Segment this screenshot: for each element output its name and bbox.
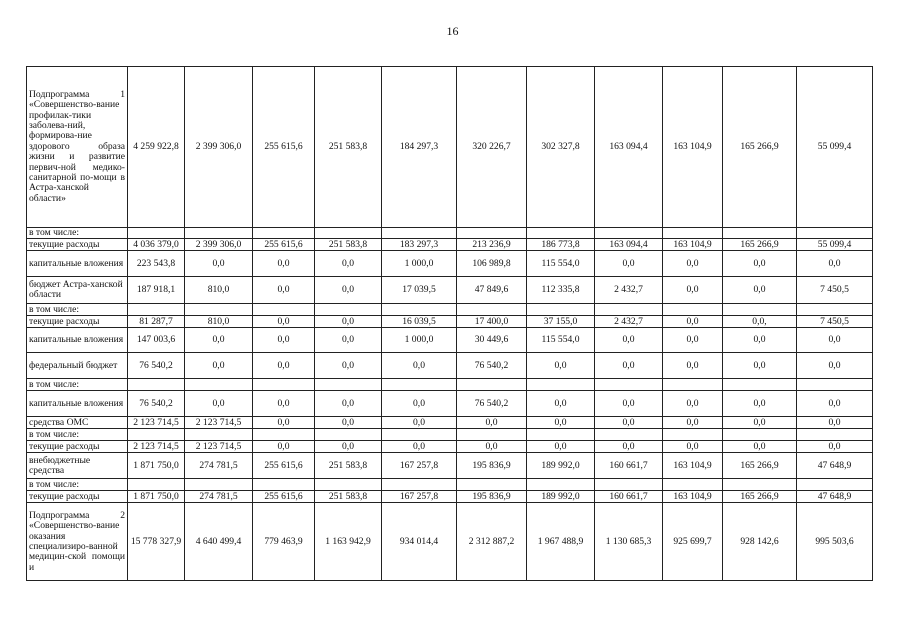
table-cell: 255 615,6 bbox=[253, 239, 315, 251]
table-cell: 1 000,0 bbox=[382, 328, 457, 353]
table-cell: 165 266,9 bbox=[723, 491, 797, 503]
table-cell: 115 554,0 bbox=[527, 251, 595, 277]
table-cell: 0,0 bbox=[527, 441, 595, 453]
table-cell bbox=[253, 379, 315, 391]
row-label: в том числе: bbox=[27, 228, 128, 239]
table-cell: 76 540,2 bbox=[457, 391, 527, 417]
table-cell: 163 094,4 bbox=[595, 67, 663, 228]
table-cell bbox=[797, 479, 873, 491]
row-label: капитальные вложения bbox=[27, 391, 128, 417]
row-label: Подпрограмма 2 «Совершенство-вание оказания специализиро-ванной медицин-ской помощи и bbox=[27, 503, 128, 581]
table-cell: 4 259 922,8 bbox=[128, 67, 185, 228]
table-cell: 7 450,5 bbox=[797, 277, 873, 304]
table-cell: 934 014,4 bbox=[382, 503, 457, 581]
table-cell: 17 400,0 bbox=[457, 316, 527, 328]
table-cell: 81 287,7 bbox=[128, 316, 185, 328]
table-cell: 1 871 750,0 bbox=[128, 453, 185, 479]
row-label: в том числе: bbox=[27, 379, 128, 391]
table-cell: 0,0 bbox=[185, 353, 253, 379]
table-cell: 147 003,6 bbox=[128, 328, 185, 353]
table-cell: 30 449,6 bbox=[457, 328, 527, 353]
table-row bbox=[27, 67, 873, 228]
table-cell: 0,0 bbox=[797, 328, 873, 353]
table-cell: 2 399 306,0 bbox=[185, 239, 253, 251]
table-cell: 0,0 bbox=[527, 391, 595, 417]
table-cell: 223 543,8 bbox=[128, 251, 185, 277]
table-cell: 0,0 bbox=[253, 417, 315, 429]
table-cell: 0,0 bbox=[663, 316, 723, 328]
table-cell: 925 699,7 bbox=[663, 503, 723, 581]
table-cell bbox=[128, 429, 185, 441]
table-cell bbox=[723, 479, 797, 491]
table-cell: 2 432,7 bbox=[595, 277, 663, 304]
table-row bbox=[27, 417, 873, 429]
table-cell: 160 661,7 bbox=[595, 491, 663, 503]
table-cell: 0,0 bbox=[663, 277, 723, 304]
table-cell: 55 099,4 bbox=[797, 239, 873, 251]
table-cell: 76 540,2 bbox=[128, 353, 185, 379]
table-cell: 810,0 bbox=[185, 277, 253, 304]
table-cell: 2 399 306,0 bbox=[185, 67, 253, 228]
table-cell bbox=[253, 228, 315, 239]
table-cell: 0,0 bbox=[595, 441, 663, 453]
table-cell bbox=[315, 228, 382, 239]
budget-table bbox=[26, 66, 873, 581]
table-cell: 0,0 bbox=[723, 391, 797, 417]
table-row bbox=[27, 453, 873, 479]
table-cell: 112 335,8 bbox=[527, 277, 595, 304]
table-cell: 189 992,0 bbox=[527, 491, 595, 503]
table-cell: 0,0 bbox=[797, 353, 873, 379]
table-cell: 163 094,4 bbox=[595, 239, 663, 251]
table-cell: 115 554,0 bbox=[527, 328, 595, 353]
table-cell bbox=[185, 304, 253, 316]
table-row bbox=[27, 353, 873, 379]
row-label: бюджет Астра-ханской области bbox=[27, 277, 128, 304]
table-cell bbox=[185, 479, 253, 491]
row-label: текущие расходы bbox=[27, 441, 128, 453]
table-cell: 0,0 bbox=[723, 251, 797, 277]
table-cell bbox=[723, 379, 797, 391]
row-label: капитальные вложения bbox=[27, 328, 128, 353]
table-cell: 186 773,8 bbox=[527, 239, 595, 251]
table-cell bbox=[315, 379, 382, 391]
table-cell: 1 000,0 bbox=[382, 251, 457, 277]
table-cell: 274 781,5 bbox=[185, 453, 253, 479]
table-cell: 251 583,8 bbox=[315, 67, 382, 228]
table-cell bbox=[185, 228, 253, 239]
table-cell bbox=[663, 429, 723, 441]
table-cell: 274 781,5 bbox=[185, 491, 253, 503]
table-cell: 0,0, bbox=[723, 316, 797, 328]
table-cell: 165 266,9 bbox=[723, 239, 797, 251]
row-label: капитальные вложения bbox=[27, 251, 128, 277]
table-cell: 302 327,8 bbox=[527, 67, 595, 228]
table-cell: 160 661,7 bbox=[595, 453, 663, 479]
table-row bbox=[27, 429, 873, 441]
table-cell: 0,0 bbox=[663, 441, 723, 453]
table-cell: 55 099,4 bbox=[797, 67, 873, 228]
table-cell: 779 463,9 bbox=[253, 503, 315, 581]
table-cell: 0,0 bbox=[382, 441, 457, 453]
table-cell: 0,0 bbox=[457, 441, 527, 453]
row-label: средства ОМС bbox=[27, 417, 128, 429]
row-label: текущие расходы bbox=[27, 491, 128, 503]
table-cell bbox=[253, 304, 315, 316]
table-cell: 0,0 bbox=[595, 391, 663, 417]
table-cell: 195 836,9 bbox=[457, 491, 527, 503]
table-cell: 0,0 bbox=[253, 277, 315, 304]
table-cell bbox=[253, 479, 315, 491]
table-cell: 0,0 bbox=[382, 353, 457, 379]
table-cell: 0,0 bbox=[382, 417, 457, 429]
table-cell: 213 236,9 bbox=[457, 239, 527, 251]
table-cell: 251 583,8 bbox=[315, 453, 382, 479]
table-cell: 0,0 bbox=[382, 391, 457, 417]
table-cell: 810,0 bbox=[185, 316, 253, 328]
table-cell: 0,0 bbox=[797, 391, 873, 417]
table-cell: 76 540,2 bbox=[128, 391, 185, 417]
table-cell: 0,0 bbox=[457, 417, 527, 429]
table-cell: 0,0 bbox=[723, 417, 797, 429]
table-cell: 0,0 bbox=[663, 391, 723, 417]
table-cell: 928 142,6 bbox=[723, 503, 797, 581]
table-cell bbox=[663, 304, 723, 316]
table-cell: 0,0 bbox=[797, 251, 873, 277]
table-cell: 0,0 bbox=[663, 328, 723, 353]
table-cell: 0,0 bbox=[315, 417, 382, 429]
table-cell bbox=[382, 429, 457, 441]
row-label: в том числе: bbox=[27, 304, 128, 316]
table-cell: 0,0 bbox=[663, 251, 723, 277]
table-cell: 2 123 714,5 bbox=[128, 441, 185, 453]
table-cell bbox=[457, 304, 527, 316]
row-label: в том числе: bbox=[27, 429, 128, 441]
table-cell: 17 039,5 bbox=[382, 277, 457, 304]
table-cell bbox=[315, 429, 382, 441]
table-cell: 37 155,0 bbox=[527, 316, 595, 328]
table-row bbox=[27, 239, 873, 251]
table-row bbox=[27, 491, 873, 503]
table-cell: 0,0 bbox=[723, 441, 797, 453]
table-cell: 0,0 bbox=[315, 328, 382, 353]
table-cell: 163 104,9 bbox=[663, 453, 723, 479]
table-cell bbox=[128, 479, 185, 491]
table-cell: 0,0 bbox=[253, 251, 315, 277]
table-row bbox=[27, 304, 873, 316]
table-cell bbox=[253, 429, 315, 441]
row-label: в том числе: bbox=[27, 479, 128, 491]
table-cell: 0,0 bbox=[595, 328, 663, 353]
table-cell: 0,0 bbox=[527, 417, 595, 429]
table-cell: 163 104,9 bbox=[663, 491, 723, 503]
table-cell bbox=[527, 479, 595, 491]
table-cell: 0,0 bbox=[253, 391, 315, 417]
table-cell bbox=[723, 228, 797, 239]
table-cell bbox=[595, 228, 663, 239]
table-cell bbox=[797, 429, 873, 441]
table-cell: 0,0 bbox=[315, 391, 382, 417]
table-row bbox=[27, 228, 873, 239]
table-cell: 167 257,8 bbox=[382, 453, 457, 479]
table-cell: 0,0 bbox=[595, 251, 663, 277]
row-label: внебюджетные средства bbox=[27, 453, 128, 479]
table-cell: 47 849,6 bbox=[457, 277, 527, 304]
table-cell: 0,0 bbox=[797, 417, 873, 429]
row-label: Подпрограмма 1 «Совершенство-вание профилак-тики заболева-ний, формирова-ние здорового образа жизни и развитие первич-ной медико-санитарной по-мощи в Астра-ханской области» bbox=[27, 67, 128, 228]
table-cell: 0,0 bbox=[185, 328, 253, 353]
row-label: федеральный бюджет bbox=[27, 353, 128, 379]
table-cell bbox=[457, 479, 527, 491]
table-cell: 251 583,8 bbox=[315, 239, 382, 251]
table-row bbox=[27, 251, 873, 277]
table-cell bbox=[457, 429, 527, 441]
table-cell bbox=[128, 379, 185, 391]
table-cell: 47 648,9 bbox=[797, 453, 873, 479]
table-cell: 995 503,6 bbox=[797, 503, 873, 581]
table-cell bbox=[185, 429, 253, 441]
table-cell: 0,0 bbox=[663, 417, 723, 429]
table-cell bbox=[527, 379, 595, 391]
table-cell: 165 266,9 bbox=[723, 453, 797, 479]
table-cell bbox=[663, 379, 723, 391]
table-cell bbox=[663, 479, 723, 491]
row-label: текущие расходы bbox=[27, 316, 128, 328]
table-cell bbox=[797, 228, 873, 239]
table-cell: 0,0 bbox=[663, 353, 723, 379]
table-cell bbox=[723, 304, 797, 316]
table-cell bbox=[595, 379, 663, 391]
table-cell bbox=[527, 228, 595, 239]
table-cell: 4 640 499,4 bbox=[185, 503, 253, 581]
table-cell: 2 123 714,5 bbox=[185, 441, 253, 453]
table-cell bbox=[595, 304, 663, 316]
table-cell: 195 836,9 bbox=[457, 453, 527, 479]
table-cell bbox=[128, 304, 185, 316]
table-row bbox=[27, 316, 873, 328]
table-cell bbox=[527, 429, 595, 441]
table-row bbox=[27, 503, 873, 581]
page-number: 16 bbox=[446, 24, 459, 38]
table-cell: 0,0 bbox=[595, 353, 663, 379]
table-cell: 320 226,7 bbox=[457, 67, 527, 228]
table-cell bbox=[595, 479, 663, 491]
table-cell: 0,0 bbox=[723, 353, 797, 379]
table-cell: 0,0 bbox=[253, 441, 315, 453]
table-cell: 7 450,5 bbox=[797, 316, 873, 328]
table-cell: 0,0 bbox=[315, 251, 382, 277]
table-cell: 163 104,9 bbox=[663, 239, 723, 251]
table-row bbox=[27, 379, 873, 391]
table-cell: 2 432,7 bbox=[595, 316, 663, 328]
table-cell bbox=[128, 228, 185, 239]
table-cell: 2 123 714,5 bbox=[185, 417, 253, 429]
table-cell: 2 312 887,2 bbox=[457, 503, 527, 581]
table-row bbox=[27, 277, 873, 304]
table-cell bbox=[382, 228, 457, 239]
row-label: текущие расходы bbox=[27, 239, 128, 251]
table-cell bbox=[723, 429, 797, 441]
table-cell: 0,0 bbox=[527, 353, 595, 379]
table-cell bbox=[527, 304, 595, 316]
table-cell bbox=[382, 379, 457, 391]
table-cell bbox=[663, 228, 723, 239]
table-cell: 16 039,5 bbox=[382, 316, 457, 328]
table-cell bbox=[382, 479, 457, 491]
table-cell bbox=[595, 429, 663, 441]
table-cell bbox=[797, 304, 873, 316]
table-cell: 15 778 327,9 bbox=[128, 503, 185, 581]
table-cell: 2 123 714,5 bbox=[128, 417, 185, 429]
table-cell: 255 615,6 bbox=[253, 491, 315, 503]
table-cell bbox=[315, 304, 382, 316]
table-cell: 0,0 bbox=[253, 353, 315, 379]
table-cell: 0,0 bbox=[315, 353, 382, 379]
table-row bbox=[27, 328, 873, 353]
table-cell: 1 163 942,9 bbox=[315, 503, 382, 581]
table-row bbox=[27, 479, 873, 491]
table-row bbox=[27, 391, 873, 417]
table-cell bbox=[797, 379, 873, 391]
table-cell: 106 989,8 bbox=[457, 251, 527, 277]
table-cell: 0,0 bbox=[797, 441, 873, 453]
table-cell bbox=[457, 379, 527, 391]
table-cell: 255 615,6 bbox=[253, 453, 315, 479]
table-cell: 165 266,9 bbox=[723, 67, 797, 228]
budget-table-body bbox=[27, 67, 873, 581]
table-cell: 0,0 bbox=[315, 316, 382, 328]
table-cell: 0,0 bbox=[185, 251, 253, 277]
table-cell: 183 297,3 bbox=[382, 239, 457, 251]
table-cell bbox=[382, 304, 457, 316]
table-cell: 1 967 488,9 bbox=[527, 503, 595, 581]
table-cell: 1 130 685,3 bbox=[595, 503, 663, 581]
table-cell: 255 615,6 bbox=[253, 67, 315, 228]
table-cell bbox=[315, 479, 382, 491]
table-cell: 0,0 bbox=[723, 328, 797, 353]
table-cell: 0,0 bbox=[253, 316, 315, 328]
table-row bbox=[27, 441, 873, 453]
table-cell: 4 036 379,0 bbox=[128, 239, 185, 251]
table-cell: 167 257,8 bbox=[382, 491, 457, 503]
table-cell: 1 871 750,0 bbox=[128, 491, 185, 503]
table-cell: 0,0 bbox=[185, 391, 253, 417]
table-cell: 0,0 bbox=[595, 417, 663, 429]
table-cell: 0,0 bbox=[315, 441, 382, 453]
table-cell: 163 104,9 bbox=[663, 67, 723, 228]
table-cell: 0,0 bbox=[723, 277, 797, 304]
table-cell bbox=[457, 228, 527, 239]
table-cell: 184 297,3 bbox=[382, 67, 457, 228]
table-cell: 76 540,2 bbox=[457, 353, 527, 379]
table-cell: 189 992,0 bbox=[527, 453, 595, 479]
table-cell: 0,0 bbox=[315, 277, 382, 304]
table-cell bbox=[185, 379, 253, 391]
table-cell: 0,0 bbox=[253, 328, 315, 353]
table-cell: 187 918,1 bbox=[128, 277, 185, 304]
table-cell: 251 583,8 bbox=[315, 491, 382, 503]
table-cell: 47 648,9 bbox=[797, 491, 873, 503]
